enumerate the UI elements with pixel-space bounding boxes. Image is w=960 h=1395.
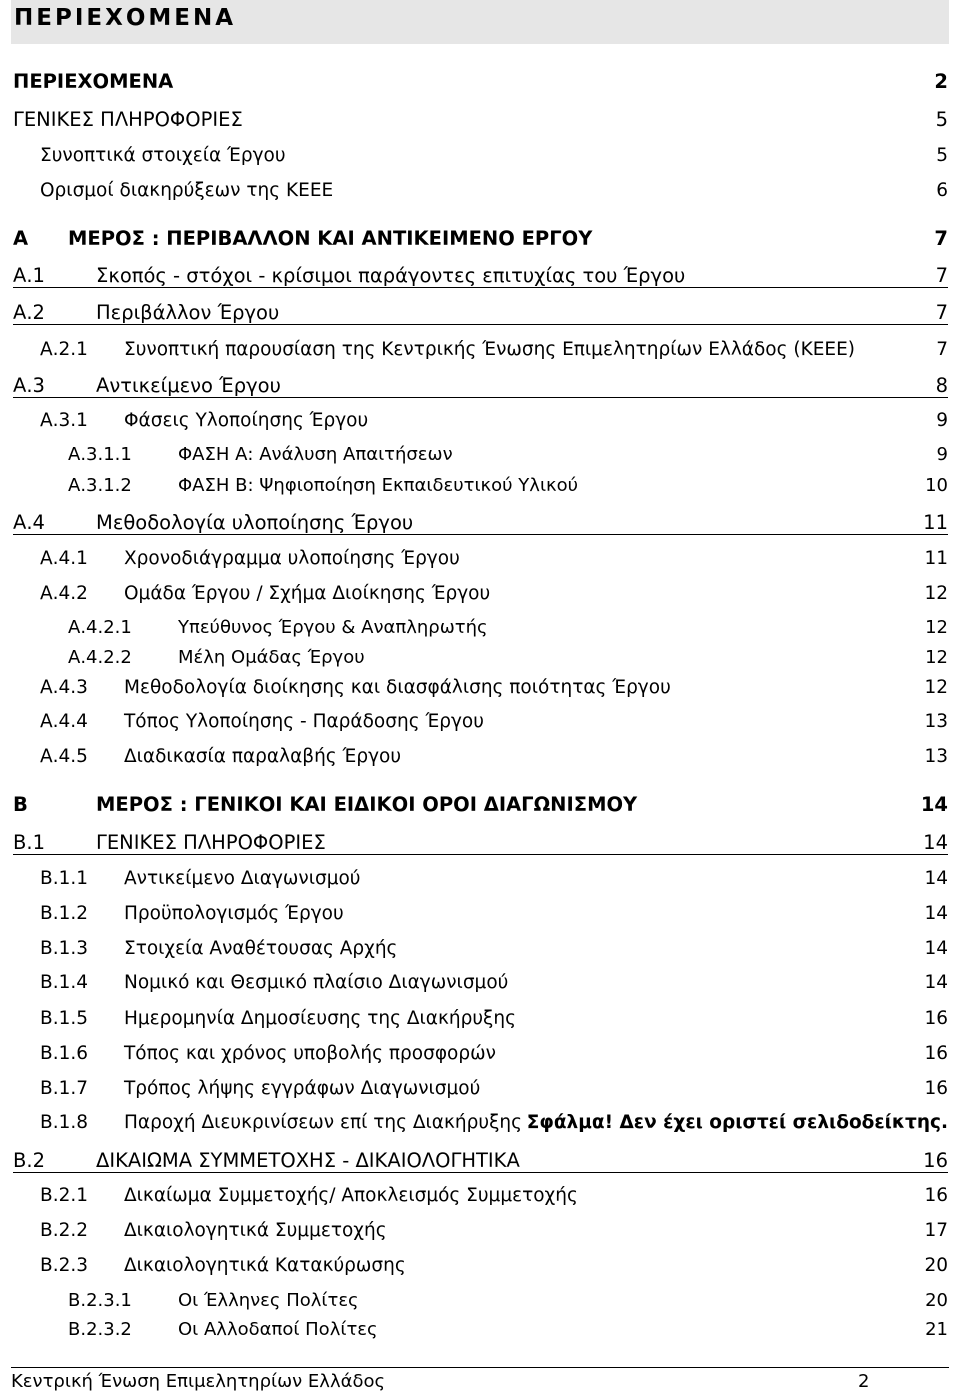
toc-entry-underline xyxy=(13,324,948,325)
toc-entry-label: Συνοπτική παρουσίαση της Κεντρικής Ένωσης Επιμελητηρίων Ελλάδος (ΚΕΕΕ) xyxy=(124,339,855,360)
toc-entry-label: Περιβάλλον Έργου xyxy=(96,301,280,324)
toc-entry[interactable] xyxy=(0,372,960,400)
toc-entry[interactable] xyxy=(0,1287,960,1315)
toc-entry-page: 11 xyxy=(923,511,948,534)
toc-entry-number: Α.4.2 xyxy=(40,583,88,604)
toc-entry[interactable] xyxy=(0,743,960,771)
toc-entry-number: Α.4.3 xyxy=(40,677,88,698)
toc-entry[interactable] xyxy=(0,142,960,170)
toc-entry-page: 17 xyxy=(924,1220,948,1241)
page-title: ΠΕΡΙΕΧΟΜΕΝΑ xyxy=(14,5,237,31)
toc-entry[interactable] xyxy=(0,441,960,469)
toc-entry[interactable] xyxy=(0,1147,960,1175)
toc-entry-number: Α.3.1 xyxy=(40,410,88,431)
toc-entry-underline xyxy=(13,854,948,855)
toc-entry-label: Τόπος και χρόνος υποβολής προσφορών xyxy=(124,1043,496,1064)
toc-entry-number: Α.4.2.1 xyxy=(68,617,132,638)
toc-entry-page: 9 xyxy=(936,444,948,465)
toc-entry-label: Ημερομηνία Δημοσίευσης της Διακήρυξης xyxy=(124,1008,516,1029)
toc-entry[interactable] xyxy=(0,545,960,573)
toc-entry-label: ΜΕΡΟΣ : ΓΕΝΙΚΟΙ ΚΑΙ ΕΙΔΙΚΟΙ ΟΡΟΙ ΔΙΑΓΩΝΙΣΜΟΥ xyxy=(96,793,638,816)
toc-entry-number: Α.4.4 xyxy=(40,711,88,732)
toc-entry-underline xyxy=(13,397,948,398)
toc-entry-label: Υπεύθυνος Έργου & Αναπληρωτής xyxy=(178,617,488,638)
toc-entry-page: 14 xyxy=(924,903,948,924)
toc-entry-label: Φάσεις Υλοποίησης Έργου xyxy=(124,410,369,431)
toc-entry-page: 14 xyxy=(924,972,948,993)
toc-entry[interactable] xyxy=(0,509,960,537)
toc-entry-page: 8 xyxy=(935,374,948,397)
toc-entry-label: ΓΕΝΙΚΕΣ ΠΛΗΡΟΦΟΡΙΕΣ xyxy=(96,831,326,854)
toc-entry-number: Β.2.1 xyxy=(40,1185,88,1206)
toc-entry[interactable] xyxy=(0,969,960,997)
toc-entry-page: 12 xyxy=(924,583,948,604)
toc-entry-label: Νομικό και Θεσμικό πλαίσιο Διαγωνισμού xyxy=(124,972,509,993)
footer-divider xyxy=(11,1367,949,1368)
toc-entry-label: Μέλη Ομάδας Έργου xyxy=(178,647,365,668)
toc-entry-number: Α.4 xyxy=(13,511,45,534)
toc-entry-number: Β.2.3 xyxy=(40,1255,88,1276)
toc-entry-underline xyxy=(13,287,948,288)
toc-entry-page: 16 xyxy=(924,1043,948,1064)
toc-entry-page: 14 xyxy=(924,868,948,889)
toc-entry-number: Β.2.2 xyxy=(40,1220,88,1241)
toc-entry-number: Α.3.1.1 xyxy=(68,444,132,465)
toc-entry-label: ΜΕΡΟΣ : ΠΕΡΙΒΑΛΛΟΝ ΚΑΙ ΑΝΤΙΚΕΙΜΕΝΟ ΕΡΓΟΥ xyxy=(68,227,593,250)
toc-entry-page: 9 xyxy=(936,410,948,431)
toc-entry-underline xyxy=(13,534,948,535)
toc-entry-number: Α.4.2.2 xyxy=(68,647,132,668)
toc-entry-underline xyxy=(13,1172,948,1173)
toc-entry-label: Τρόπος λήψης εγγράφων Διαγωνισμού xyxy=(124,1078,481,1099)
toc-entry-page: 7 xyxy=(935,301,948,324)
toc-entry-label: Τόπος Υλοποίησης - Παράδοσης Έργου xyxy=(124,711,484,732)
toc-entry-page: 20 xyxy=(925,1290,948,1311)
toc-entry-page: 6 xyxy=(936,180,948,201)
toc-entry[interactable] xyxy=(0,1316,960,1344)
toc-entry-label: Παροχή Διευκρινίσεων επί της Διακήρυξης xyxy=(124,1112,522,1133)
toc-entry-page: 10 xyxy=(925,475,948,496)
footer-page-number: 2 xyxy=(858,1371,870,1392)
toc-entry-error-text: Σφάλμα! Δεν έχει οριστεί σελιδοδείκτης. xyxy=(526,1112,948,1133)
toc-entry-label: Διαδικασία παραλαβής Έργου xyxy=(124,746,402,767)
toc-entry-label: Δικαίωμα Συμμετοχής/ Αποκλεισμός Συμμετοχής xyxy=(124,1185,578,1206)
toc-entry[interactable] xyxy=(0,935,960,963)
title-bar xyxy=(11,0,949,44)
footer-organization: Κεντρική Ένωση Επιμελητηρίων Ελλάδος xyxy=(11,1371,386,1392)
toc-entry[interactable] xyxy=(0,1075,960,1103)
toc-entry-label: Ορισμοί διακηρύξεων της ΚΕΕΕ xyxy=(40,180,334,201)
toc-entry[interactable] xyxy=(0,1109,960,1137)
toc-entry[interactable] xyxy=(0,900,960,928)
toc-entry[interactable] xyxy=(0,1005,960,1033)
toc-entry-number: Α.2.1 xyxy=(40,339,88,360)
toc-entry-page: 13 xyxy=(924,746,948,767)
toc-entry-page: 2 xyxy=(934,70,948,93)
toc-entry-page: 7 xyxy=(935,264,948,287)
toc-entry-number: Α.4.1 xyxy=(40,548,88,569)
toc-entry-label: Οι Έλληνες Πολίτες xyxy=(178,1290,359,1311)
toc-entry-label: Χρονοδιάγραμμα υλοποίησης Έργου xyxy=(124,548,460,569)
toc-entry[interactable] xyxy=(0,336,960,364)
toc-entry[interactable] xyxy=(0,644,960,672)
toc-entry-page: 14 xyxy=(920,793,948,816)
toc-entry[interactable] xyxy=(0,1182,960,1210)
toc-entry-page: 16 xyxy=(924,1078,948,1099)
toc-entry-label: ΓΕΝΙΚΕΣ ΠΛΗΡΟΦΟΡΙΕΣ xyxy=(13,108,243,131)
toc-entry-label: ΠΕΡΙΕΧΟΜΕΝΑ xyxy=(13,70,174,93)
toc-entry-page: 21 xyxy=(925,1319,948,1340)
toc-entry-label: Οι Αλλοδαποί Πολίτες xyxy=(178,1319,378,1340)
toc-entry-number: Β.1.8 xyxy=(40,1112,88,1133)
toc-entry-number: Β.2.3.2 xyxy=(68,1319,132,1340)
toc-entry-page: 13 xyxy=(924,711,948,732)
toc-entry-label: ΦΑΣΗ Α: Ανάλυση Απαιτήσεων xyxy=(178,444,453,465)
toc-entry-page: 11 xyxy=(924,548,948,569)
toc-entry-number: Β.1.5 xyxy=(40,1008,88,1029)
toc-entry-label: Μεθοδολογία υλοποίησης Έργου xyxy=(96,511,414,534)
toc-entry-number: Β xyxy=(13,793,28,816)
toc-entry-page: 12 xyxy=(924,677,948,698)
toc-entry[interactable] xyxy=(0,580,960,608)
toc-entry-page: 7 xyxy=(936,339,948,360)
toc-entry[interactable] xyxy=(0,708,960,736)
toc-entry-number: Β.1.7 xyxy=(40,1078,88,1099)
toc-entry-label: Ομάδα Έργου / Σχήμα Διοίκησης Έργου xyxy=(124,583,491,604)
toc-entry-label: Συνοπτικά στοιχεία Έργου xyxy=(40,145,286,166)
toc-entry-page: 20 xyxy=(924,1255,948,1276)
toc-entry[interactable] xyxy=(0,177,960,205)
toc-entry-page: 12 xyxy=(925,647,948,668)
toc-entry[interactable] xyxy=(0,299,960,327)
toc-entry[interactable] xyxy=(0,68,960,96)
toc-entry-page: 14 xyxy=(923,831,948,854)
toc-entry[interactable] xyxy=(0,262,960,290)
toc-entry-label: ΔΙΚΑΙΩΜΑ ΣΥΜΜΕΤΟΧΗΣ - ΔΙΚΑΙΟΛΟΓΗΤΙΚΑ xyxy=(96,1149,520,1172)
toc-entry-label: Στοιχεία Αναθέτουσας Αρχής xyxy=(124,938,398,959)
toc-entry-page: 7 xyxy=(934,227,948,250)
toc-entry-label: ΦΑΣΗ Β: Ψηφιοποίηση Εκπαιδευτικού Υλικού xyxy=(178,475,579,496)
toc-entry-label: Προϋπολογισμός Έργου xyxy=(124,903,344,924)
toc-entry-label: Αντικείμενο Έργου xyxy=(96,374,281,397)
toc-entry-label: Αντικείμενο Διαγωνισμού xyxy=(124,868,361,889)
toc-entry[interactable] xyxy=(0,106,960,134)
toc-entry-number: Β.1.6 xyxy=(40,1043,88,1064)
toc-entry[interactable] xyxy=(0,225,960,253)
toc-entry-number: Β.1 xyxy=(13,831,45,854)
toc-entry-number: Α xyxy=(13,227,29,250)
toc-entry-number: Α.1 xyxy=(13,264,45,287)
toc-entry-number: Α.3 xyxy=(13,374,45,397)
toc-entry-page: 16 xyxy=(923,1149,948,1172)
toc-entry-number: Α.4.5 xyxy=(40,746,88,767)
toc-entry-page: 14 xyxy=(924,938,948,959)
toc-entry[interactable] xyxy=(0,674,960,702)
toc-entry-label: Σκοπός - στόχοι - κρίσιμοι παράγοντες επιτυχίας του Έργου xyxy=(96,264,686,287)
toc-entry-number: Β.2 xyxy=(13,1149,45,1172)
toc-entry[interactable] xyxy=(0,1040,960,1068)
toc-entry-number: Β.1.2 xyxy=(40,903,88,924)
toc-entry-label: Δικαιολογητικά Συμμετοχής xyxy=(124,1220,387,1241)
toc-entry-number: Β.1.4 xyxy=(40,972,88,993)
toc-entry-number: Β.1.1 xyxy=(40,868,88,889)
toc-entry-number: Β.2.3.1 xyxy=(68,1290,132,1311)
toc-entry[interactable] xyxy=(0,614,960,642)
toc-entry-number: Β.1.3 xyxy=(40,938,88,959)
toc-entry-number: Α.2 xyxy=(13,301,45,324)
toc-entry-page: 16 xyxy=(924,1008,948,1029)
toc-entry[interactable] xyxy=(0,407,960,435)
toc-entry-label: Δικαιολογητικά Κατακύρωσης xyxy=(124,1255,406,1276)
toc-entry[interactable] xyxy=(0,1252,960,1280)
toc-entry-page: 5 xyxy=(935,108,948,131)
toc-entry[interactable] xyxy=(0,865,960,893)
toc-entry-page: 5 xyxy=(936,145,948,166)
toc-entry[interactable] xyxy=(0,791,960,819)
toc-entry[interactable] xyxy=(0,1217,960,1245)
toc-entry[interactable] xyxy=(0,472,960,500)
toc-entry-page: 16 xyxy=(924,1185,948,1206)
toc-entry-label: Μεθοδολογία διοίκησης και διασφάλισης ποιότητας Έργου xyxy=(124,677,671,698)
toc-entry[interactable] xyxy=(0,829,960,857)
toc-entry-number: Α.3.1.2 xyxy=(68,475,132,496)
toc-entry-page: 12 xyxy=(925,617,948,638)
